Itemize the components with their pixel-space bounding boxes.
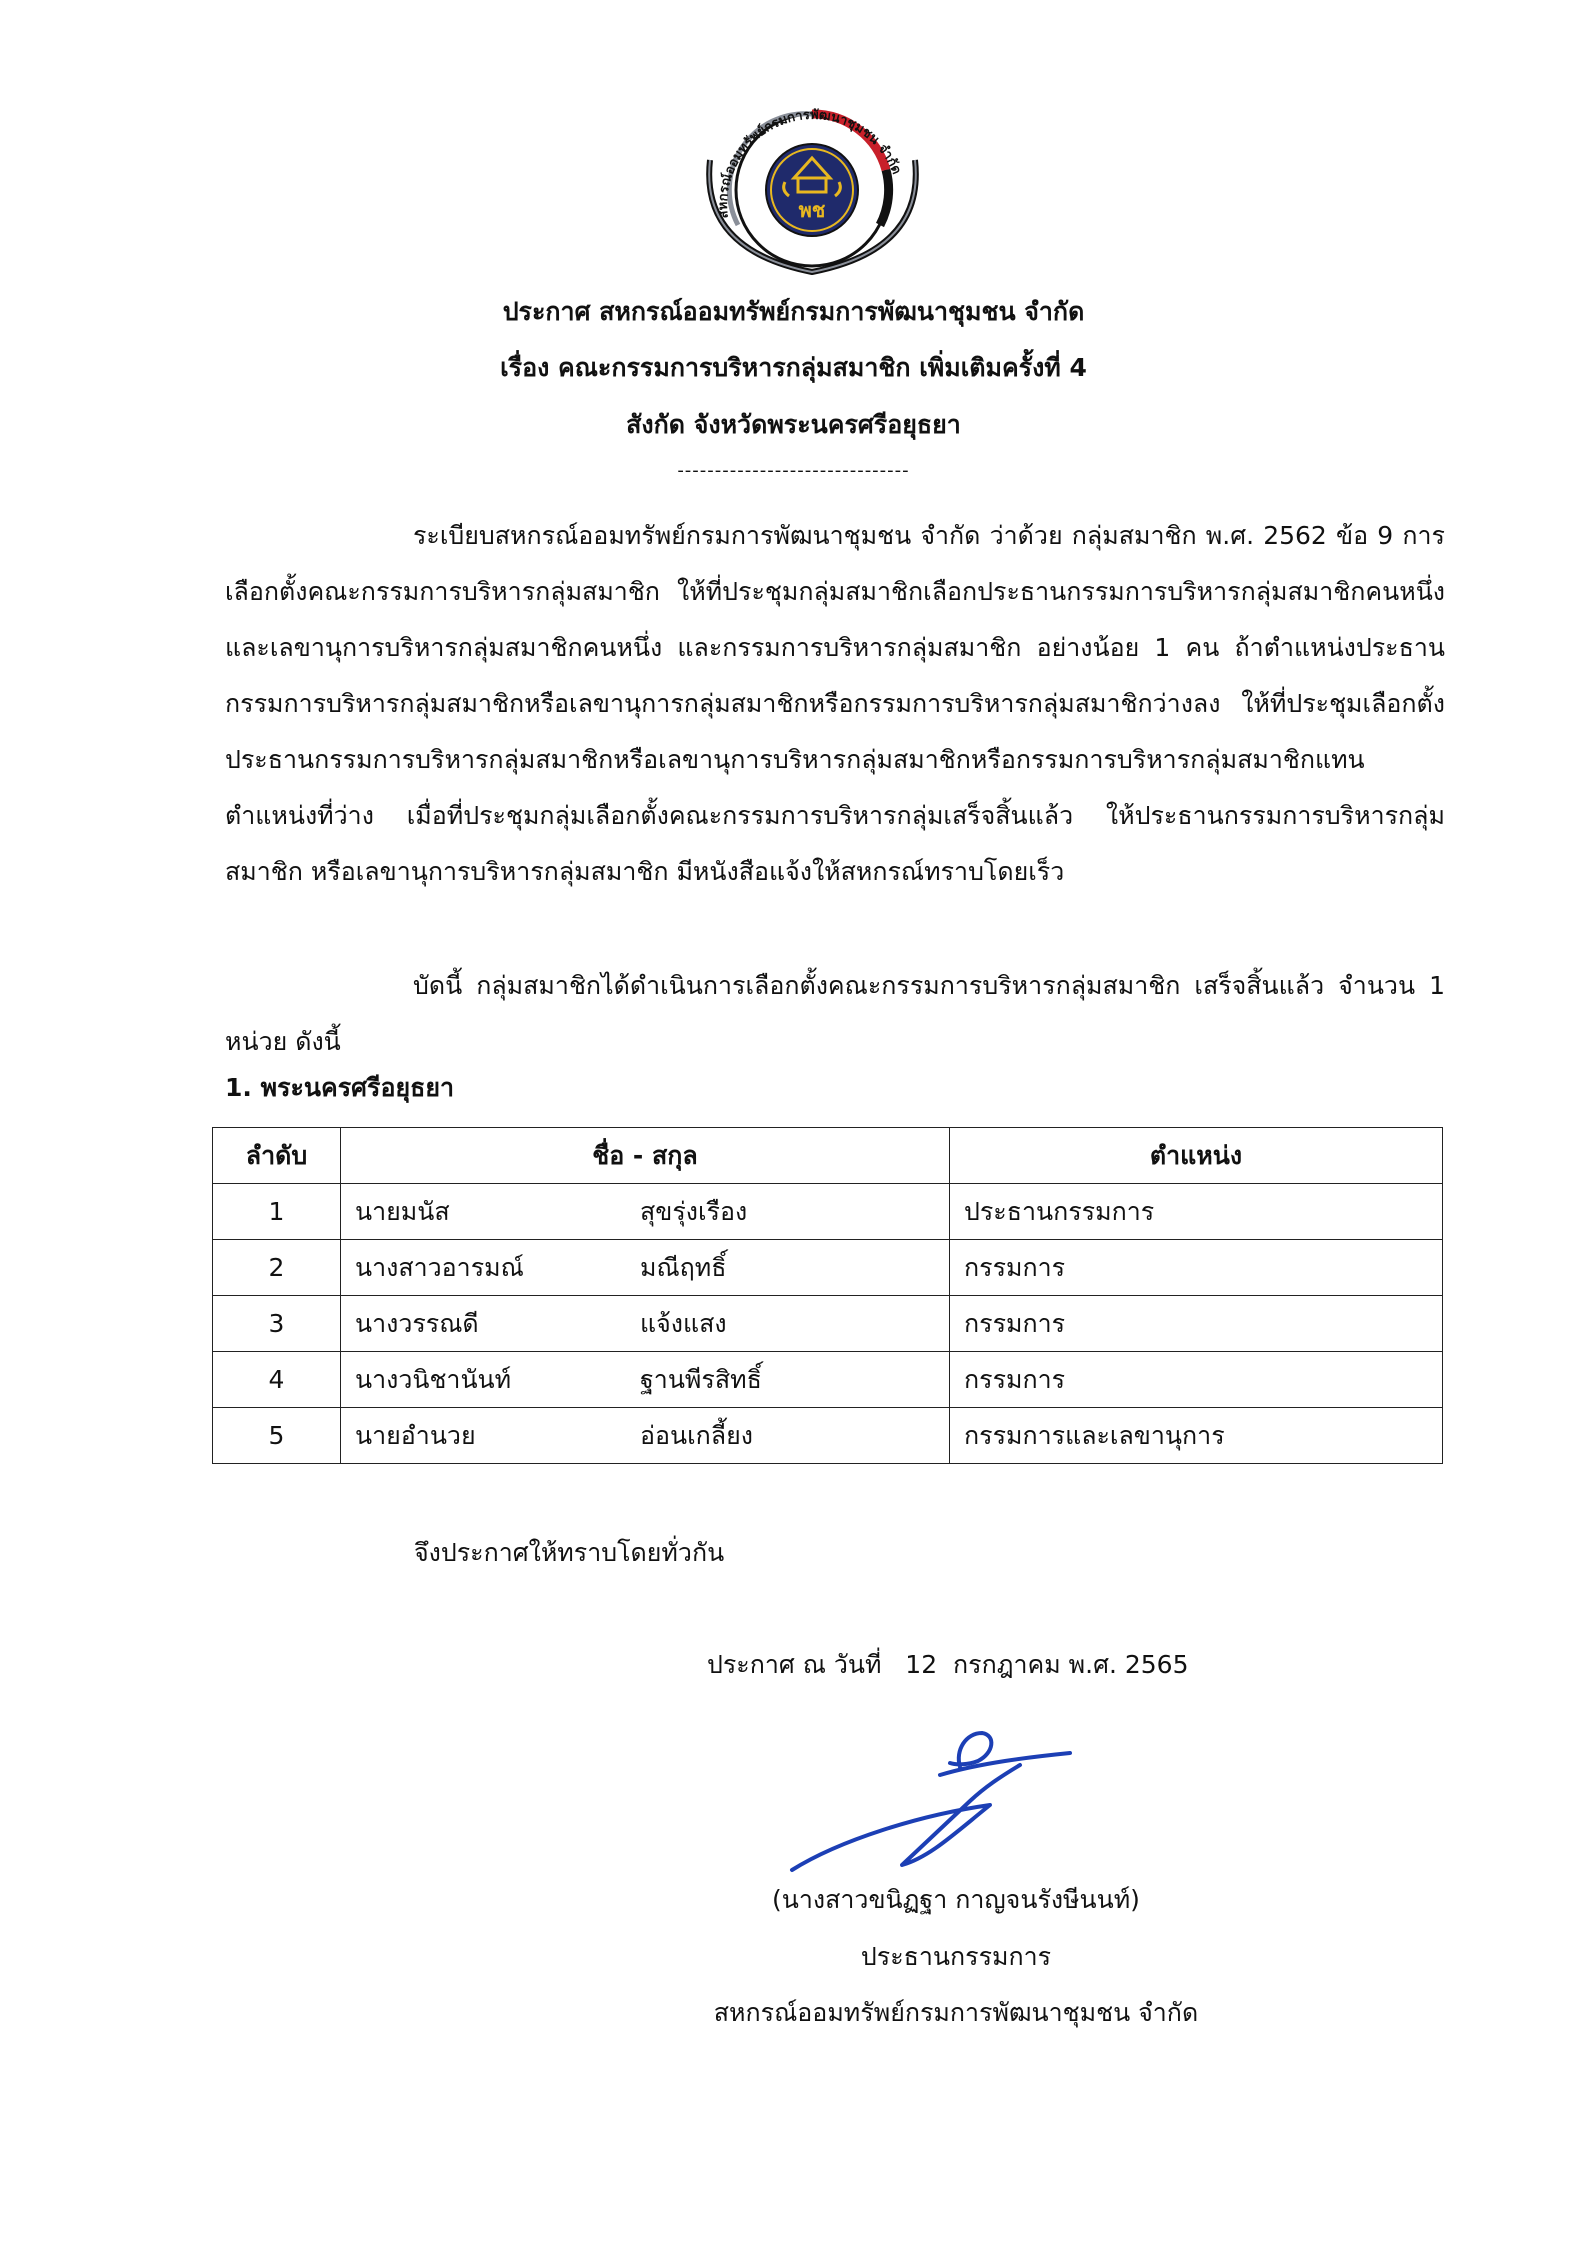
closing-statement: จึงประกาศให้ทราบโดยทั่วกัน — [414, 1538, 725, 1567]
regulation-paragraph: ระเบียบสหกรณ์ออมทรัพย์กรมการพัฒนาชุมชน จำกัด ว่าด้วย กลุ่มสมาชิก พ.ศ. 2562 ข้อ 9 การเลือกตั้งคณะกรรมการบริหารกลุ่มสมาชิก ให้ที่ประชุมกลุ่มสมาชิกเลือกประธานกรรมการบริหารกลุ่มสมาชิกคนหนึ่ง และเลขานุการบริหารกลุ่มสมาชิกคนหนึ่ง และกรรมการบริหารกลุ่มสมาชิก อย่างน้อย 1 คน ถ้าตำแหน่งประธานกรรมการบริหารกลุ่มสมาชิกหรือเลขานุการกลุ่มสมาชิกหรือกรรมการบริหารกลุ่มสมาชิกว่างลง ให้ที่ประชุมเลือกตั้งประธานกรรมการบริหารกลุ่มสมาชิกหรือเลขานุการบริหารกลุ่มสมาชิกหรือกรรมการบริหารกลุ่มสมาชิกแทนตำแหน่งที่ว่าง เมื่อที่ประชุมกลุ่มเลือกตั้งคณะกรรมการบริหารกลุ่มเสร็จสิ้นแล้ว ให้ประธานกรรมการบริหารกลุ่มสมาชิก หรือเลขานุการบริหารกลุ่มสมาชิก มีหนังสือแจ้งให้สหกรณ์ทราบโดยเร็ว — [225, 521, 1445, 886]
row-position: กรรมการและเลขานุการ — [950, 1408, 1443, 1464]
last-name: มณีฤทธิ์ — [640, 1252, 727, 1282]
announcement-title: ประกาศ สหกรณ์ออมทรัพย์กรมการพัฒนาชุมชน จำกัด — [502, 297, 1085, 326]
first-name: นางวนิชานันท์ — [355, 1364, 512, 1394]
cooperative-logo — [690, 100, 935, 280]
row-position: กรรมการ — [950, 1240, 1443, 1296]
last-name: สุขรุ่งเรือง — [640, 1196, 748, 1226]
committee-table — [212, 1127, 1443, 1464]
row-name — [341, 1408, 950, 1464]
first-name: นายมนัส — [355, 1196, 450, 1226]
row-name — [341, 1352, 950, 1408]
announcement-date: ประกาศ ณ วันที่ 12 กรกฎาคม พ.ศ. 2565 — [707, 1650, 1189, 1679]
row-position: กรรมการ — [950, 1296, 1443, 1352]
row-name — [341, 1184, 950, 1240]
table-row — [213, 1240, 1443, 1296]
row-no: 3 — [213, 1296, 341, 1352]
row-position: กรรมการ — [950, 1352, 1443, 1408]
signatory-title: ประธานกรรมการ — [860, 1942, 1052, 1971]
title-divider: ------------------------------- — [677, 460, 910, 481]
announcement-subject: เรื่อง คณะกรรมการบริหารกลุ่มสมาชิก เพิ่มเติมครั้งที่ 4 — [500, 353, 1087, 382]
row-no: 5 — [213, 1408, 341, 1464]
header-no: ลำดับ — [213, 1128, 341, 1184]
header-position: ตำแหน่ง — [950, 1128, 1443, 1184]
table-row — [213, 1408, 1443, 1464]
first-name: นายอำนวย — [355, 1420, 476, 1450]
first-name: นางวรรณดี — [355, 1308, 479, 1338]
row-no: 1 — [213, 1184, 341, 1240]
election-paragraph: บัดนี้ กลุ่มสมาชิกได้ดำเนินการเลือกตั้งคณะกรรมการบริหารกลุ่มสมาชิก เสร็จสิ้นแล้ว จำนวน 1 หน่วย ดังนี้ — [225, 971, 1445, 1056]
row-no: 2 — [213, 1240, 341, 1296]
header-name: ชื่อ - สกุล — [341, 1128, 950, 1184]
first-name: นางสาวอารมณ์ — [355, 1252, 524, 1282]
row-name — [341, 1240, 950, 1296]
signatory-name: (นางสาวขนิฏฐา กาญจนรังษีนนท์) — [772, 1885, 1140, 1914]
handwritten-signature — [780, 1705, 1100, 1880]
last-name: แจ้งแสง — [640, 1308, 727, 1338]
last-name: อ่อนเกลี้ยง — [640, 1420, 753, 1450]
table-row — [213, 1296, 1443, 1352]
province-heading: 1. พระนครศรีอยุธยา — [225, 1073, 455, 1102]
logo-ring-text: สหกรณ์ออมทรัพย์กรมการพัฒนาชุมชน จำกัด — [715, 107, 904, 220]
row-no: 4 — [213, 1352, 341, 1408]
last-name: ฐานพีรสิทธิ์ — [640, 1364, 762, 1394]
announcement-affiliation: สังกัด จังหวัดพระนครศรีอยุธยา — [626, 410, 961, 439]
signatory-organization: สหกรณ์ออมทรัพย์กรมการพัฒนาชุมชน จำกัด — [713, 1998, 1199, 2027]
row-position: ประธานกรรมการ — [950, 1184, 1443, 1240]
table-header-row — [213, 1128, 1443, 1184]
logo-emblem-text: พช — [798, 198, 826, 222]
table-row — [213, 1352, 1443, 1408]
table-row — [213, 1184, 1443, 1240]
row-name — [341, 1296, 950, 1352]
